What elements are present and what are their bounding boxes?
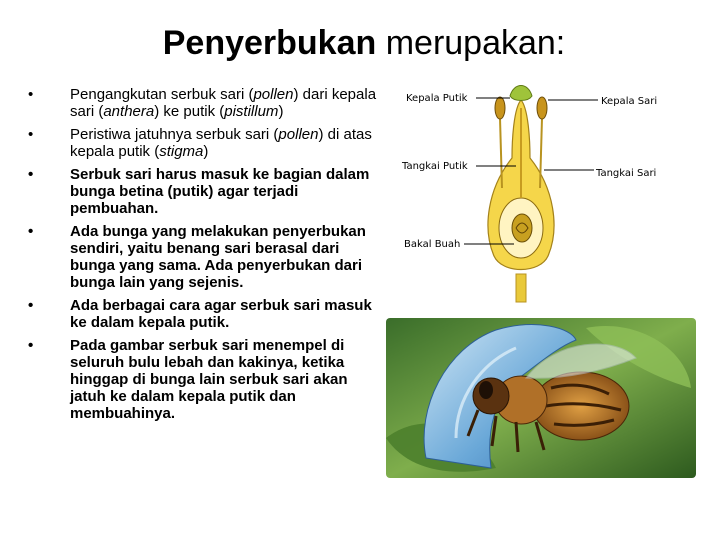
bullet-item — [28, 166, 380, 217]
bullet-item — [28, 86, 380, 120]
slide-title — [0, 20, 728, 66]
bullet-text: ) dari kepala sari ( — [70, 86, 377, 120]
bullet-dot: • — [28, 297, 34, 314]
label-kepala-sari: Kepala Sari — [601, 96, 658, 107]
bullet-text: ) — [278, 103, 284, 120]
bullet-text: Pengangkutan serbuk sari ( — [70, 86, 254, 103]
flower-diagram — [398, 78, 670, 308]
stigma — [510, 86, 532, 101]
bullet-list — [28, 86, 380, 428]
bullet-text: Ada berbagai cara agar serbuk sari masuk ke dalam kepala putik. — [70, 297, 372, 331]
bullet-text: anthera — [103, 103, 155, 120]
bullet-text: Pada gambar serbuk sari menempel di seluruh bulu lebah dan kakinya, ketika hinggap di bunga lain serbuk sari akan jatuh ke dalam kepala putik dan membuahinya. — [70, 337, 348, 422]
ovule — [512, 214, 532, 242]
bullet-text: Peristiwa jatuhnya serbuk sari ( — [70, 126, 279, 143]
label-bakal-buah: Bakal Buah — [404, 239, 461, 250]
anther-left — [495, 97, 505, 119]
title-bold: Penyerbukan — [162, 24, 377, 62]
label-kepala-putik: Kepala Putik — [406, 93, 468, 104]
bee-on-flower-photo — [386, 318, 696, 478]
bullet-dot: • — [28, 166, 34, 183]
label-tangkai-putik: Tangkai Putik — [402, 161, 468, 172]
bullet-dot: • — [28, 223, 34, 240]
bullet-item — [28, 223, 380, 291]
bullet-text: pistillum — [224, 103, 279, 120]
bullet-text: ) ke putik ( — [154, 103, 225, 120]
bullet-item — [28, 337, 380, 422]
bullet-item — [28, 126, 380, 160]
bee-eye — [479, 381, 493, 399]
anther-right — [537, 97, 547, 119]
bullet-dot: • — [28, 337, 34, 354]
stem — [516, 274, 526, 302]
bullet-text: ) di atas kepala putik ( — [70, 126, 372, 160]
bullet-text: pollen — [253, 86, 294, 103]
bullet-text: Serbuk sari harus masuk ke bagian dalam bunga betina (putik) agar terjadi pembuahan. — [70, 166, 370, 217]
bullet-text: ) — [203, 143, 209, 160]
label-tangkai-sari: Tangkai Sari — [596, 168, 657, 179]
title-rest: merupakan: — [376, 24, 566, 62]
bullet-text: Ada bunga yang melakukan penyerbukan sendiri, yaitu benang sari berasal dari bunga yang sama. Ada penyerbukan dari bunga lain yang sejenis. — [70, 223, 366, 291]
bullet-item — [28, 297, 380, 331]
bullet-text: stigma — [159, 143, 204, 160]
bullet-dot: • — [28, 86, 34, 103]
bullet-text: pollen — [278, 126, 319, 143]
bullet-dot: • — [28, 126, 34, 143]
